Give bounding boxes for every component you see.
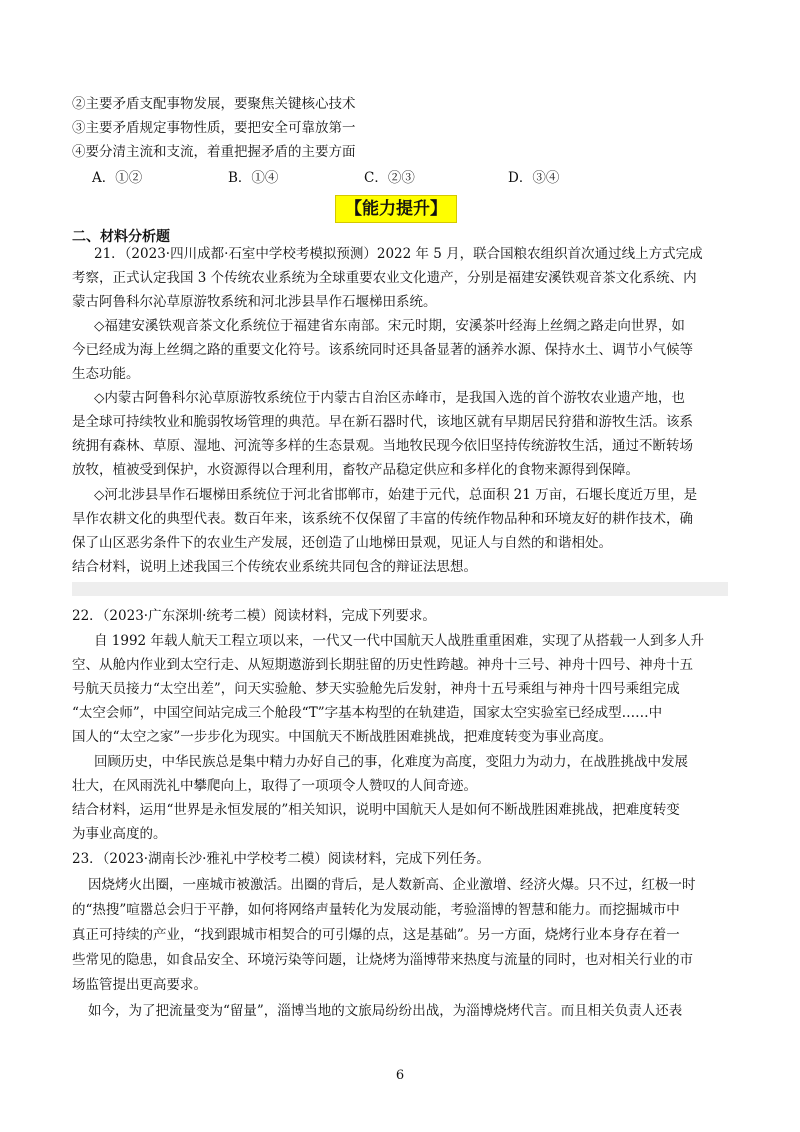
q22-line: “太空会师”，中国空间站完成三个舱段“T”字基本构型的在轨建造，国家太空实验室已经成型……中 bbox=[72, 705, 663, 721]
q21-line: 21．（2023·四川成都·石室中学校考模拟预测）2022 年 5 月，联合国粮农组织首次通过线上方式完成 bbox=[94, 246, 703, 262]
q21-line: 统拥有森林、草原、湿地、河流等多样的生态景观。当地牧民现今依旧坚持传统游牧生活，通过不断转场 bbox=[72, 438, 693, 454]
option-a: A．①② bbox=[92, 170, 143, 186]
answer-options bbox=[0, 166, 800, 186]
list-item-3: ③主要矛盾规定事物性质，要把安全可靠放第一 bbox=[72, 120, 356, 136]
q23-line: 场监管提出更高要求。 bbox=[72, 977, 207, 993]
answer-area-divider bbox=[72, 582, 728, 596]
q23-line: 真正可持续的产业，“找到跟城市相契合的可引爆的点，这是基础”。另一方面，烧烤行业本身存在着一 bbox=[72, 927, 680, 943]
q23-line: 23．（2023·湖南长沙·雅礼中学校考二模）阅读材料，完成下列任务。 bbox=[72, 851, 490, 867]
option-d: D．③④ bbox=[508, 170, 560, 186]
q22-line: 壮大，在风雨洗礼中攀爬向上，取得了一项项令人赞叹的人间奇迹。 bbox=[72, 778, 477, 794]
q21-line: 保了山区恶劣条件下的农业生产发展，还创造了山地梯田景观，见证人与自然的和谐相处。 bbox=[72, 535, 612, 551]
q22-line: 号航天员接力“太空出差”，问天实验舱、梦天实验舱先后发射，神舟十五号乘组与神舟十四号乘组完成 bbox=[72, 681, 680, 697]
q21-prompt: 结合材料，说明上述我国三个传统农业系统共同包含的辩证法思想。 bbox=[72, 559, 477, 575]
q21-line: ◇内蒙古阿鲁科尔沁草原游牧系统位于内蒙古自治区赤峰市，是我国入选的首个游牧农业遗产地，也 bbox=[94, 390, 685, 406]
q21-line: 是全球可持续牧业和脆弱牧场管理的典范。早在新石器时代，该地区就有早期居民狩猎和游牧生活。该系 bbox=[72, 414, 693, 430]
q21-line: 放牧，植被受到保护，水资源得以合理利用，畜牧产品稳定供应和多样化的食物来源得到保障。 bbox=[72, 462, 639, 478]
page-number: 6 bbox=[395, 1068, 405, 1083]
q22-line: 回顾历史，中华民族总是集中精力办好自己的事，化难度为高度，变阻力为动力，在战胜挑战中发展 bbox=[94, 754, 688, 770]
option-b: B．①④ bbox=[228, 170, 279, 186]
q22-line: 空、从舱内作业到太空行走、从短期遨游到长期驻留的历史性跨越。神舟十三号、神舟十四号、神舟十五 bbox=[72, 657, 693, 673]
q23-line: 因烧烤火出圈，一座城市被激活。出圈的背后，是人数新高、企业激增、经济火爆。只不过，红极一时 bbox=[88, 877, 696, 893]
q22-prompt: 为事业高度的。 bbox=[72, 826, 167, 842]
q22-line: 国人的“太空之家”一步步化为现实。中国航天不断战胜困难挑战，把难度转变为事业高度。 bbox=[72, 729, 613, 745]
q21-line: ◇福建安溪铁观音茶文化系统位于福建省东南部。宋元时期，安溪茶叶经海上丝绸之路走向世界，如 bbox=[94, 318, 685, 334]
q23-line: 些常见的隐患，如食品安全、环境污染等问题，让烧烤为淄博带来热度与流量的同时，也对相关行业的市 bbox=[72, 952, 693, 968]
q21-line: 蒙古阿鲁科尔沁草原游牧系统和河北涉县旱作石堰梯田系统。 bbox=[72, 294, 437, 310]
list-item-2: ②主要矛盾支配事物发展，要聚焦关键核心技术 bbox=[72, 96, 356, 112]
q22-prompt: 结合材料，运用“世界是永恒发展的”相关知识，说明中国航天人是如何不断战胜困难挑战，把难度转变 bbox=[72, 802, 680, 818]
ability-banner: 【能力提升】 bbox=[335, 195, 457, 223]
q21-line: ◇河北涉县旱作石堰梯田系统位于河北省邯郸市，始建于元代，总面积 21 万亩，石堰长度近万里，是 bbox=[94, 487, 698, 503]
q21-line: 考察，正式认定我国 3 个传统农业系统为全球重要农业文化遗产，分别是福建安溪铁观音茶文化系统、内 bbox=[72, 270, 697, 286]
list-item-4: ④要分清主流和支流，着重把握矛盾的主要方面 bbox=[72, 144, 356, 160]
q22-line: 22．（2023·广东深圳·统考二模）阅读材料，完成下列要求。 bbox=[72, 608, 436, 624]
q22-line: 自 1992 年载人航天工程立项以来，一代又一代中国航天人战胜重重困难，实现了从搭载一人到多人升 bbox=[94, 633, 704, 649]
q23-line: 如今，为了把流量变为“留量”，淄博当地的文旅局纷纷出战，为淄博烧烤代言。而且相关负责人还表 bbox=[88, 1003, 683, 1019]
q21-line: 生态功能。 bbox=[72, 366, 140, 382]
q23-line: 的“热搜”喧嚣总会归于平静，如何将网络声量转化为发展动能，考验淄博的智慧和能力。而挖掘城市中 bbox=[72, 902, 680, 918]
option-c: C．②③ bbox=[364, 170, 415, 186]
section-heading: 二、材料分析题 bbox=[72, 229, 170, 245]
q21-line: 旱作农耕文化的典型代表。数百年来，该系统不仅保留了丰富的传统作物品种和环境友好的耕作技术，确 bbox=[72, 511, 693, 527]
q21-line: 今已经成为海上丝绸之路的重要文化符号。该系统同时还具备显著的涵养水源、保持水土、调节小气候等 bbox=[72, 342, 693, 358]
